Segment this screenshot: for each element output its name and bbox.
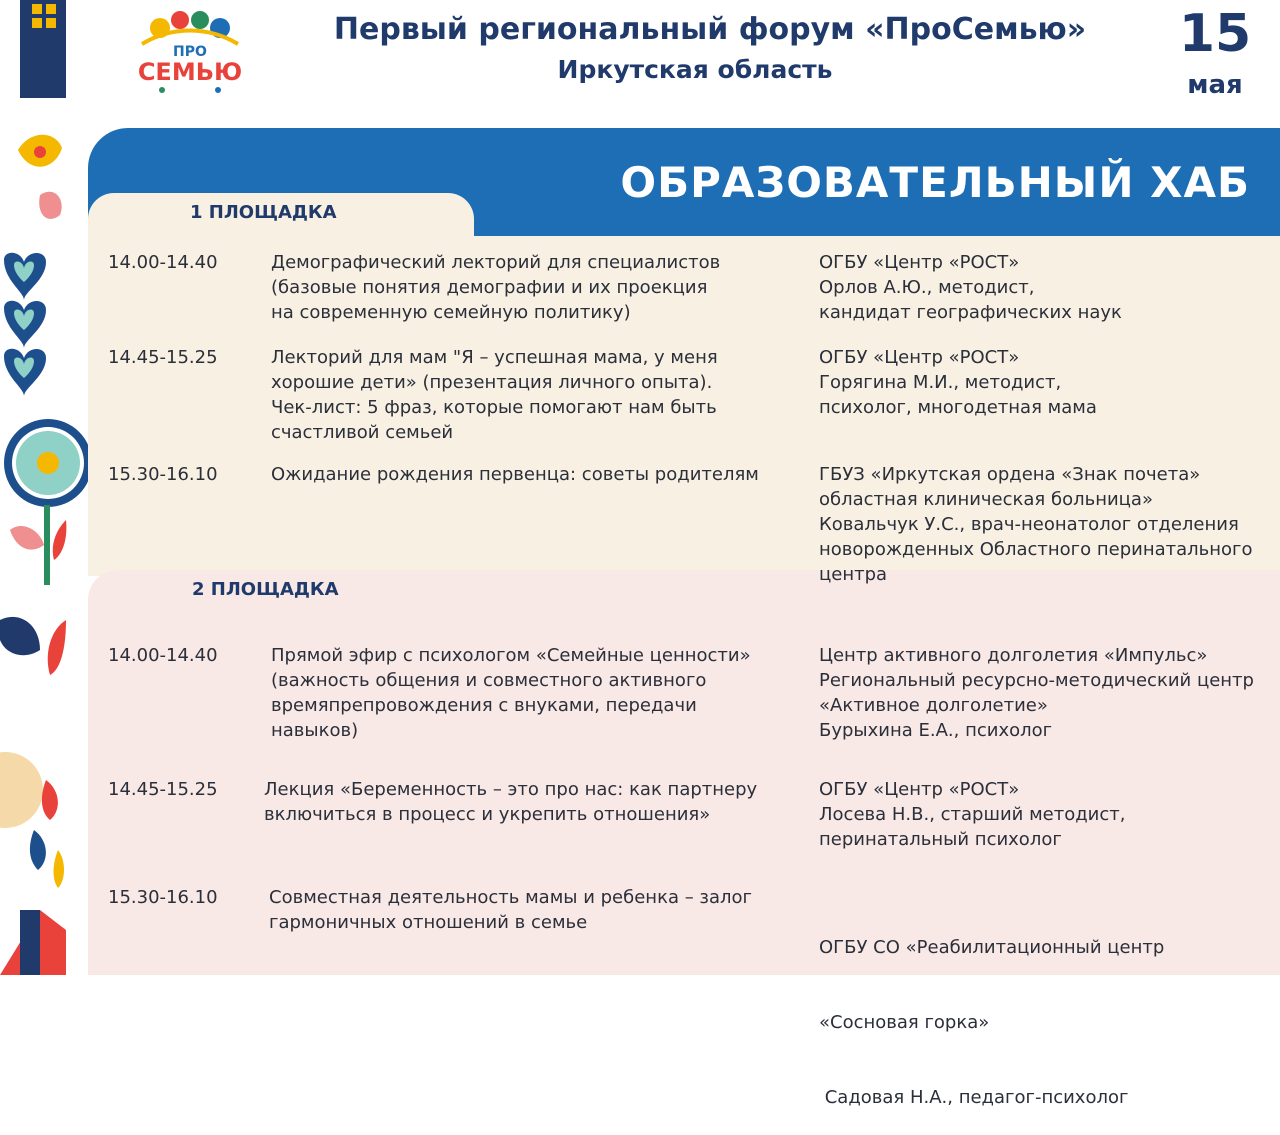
speaker-line: Садовая Н.А., педагог-психолог [819, 1087, 1129, 1108]
speaker-line: центра [819, 564, 888, 585]
event-line: (базовые понятия демографии и их проекция [271, 277, 708, 298]
speaker-line: Горягина М.И., методист, [819, 372, 1062, 393]
speaker-line: «Активное долголетие» [819, 695, 1048, 716]
forum-region: Иркутская область [557, 55, 833, 84]
speaker-line: перинатальный психолог [819, 829, 1062, 850]
event-line: включиться в процесс и укрепить отношения» [264, 804, 711, 825]
speaker-line: Центр активного долголетия «Импульс» [819, 645, 1208, 666]
date-day: 15 [1178, 4, 1252, 64]
schedule-time: 14.45-15.25 [108, 347, 218, 368]
event-line: времяпрепровождения с внуками, передачи [271, 695, 697, 716]
schedule-event [269, 885, 752, 935]
decorative-ornament-strip [0, 0, 70, 975]
speaker-line: областная клиническая больница» [819, 489, 1153, 510]
ornament-illustration [0, 0, 70, 975]
event-line: (важность общения и совместного активного [271, 670, 707, 691]
schedule-event [271, 250, 720, 325]
event-line: Лекция «Беременность – это про нас: как партнеру [264, 779, 758, 800]
schedule-event [271, 462, 759, 487]
date-month: мая [1187, 70, 1243, 100]
forum-title: Первый региональный форум «ПроСемью» [333, 12, 1087, 47]
speaker-line: Региональный ресурсно-методический центр [819, 670, 1254, 691]
schedule-event [264, 777, 757, 827]
speaker-line: Лосева Н.В., старший методист, [819, 804, 1126, 825]
event-line: Лекторий для мам "Я – успешная мама, у меня [271, 347, 718, 368]
schedule-time: 14.45-15.25 [108, 779, 218, 800]
speaker-line: Ковальчук У.С., врач-неонатолог отделения [819, 514, 1239, 535]
schedule-time: 14.00-14.40 [108, 645, 218, 666]
schedule-event [271, 643, 751, 743]
speaker-line: Бурыхина Е.А., психолог [819, 720, 1053, 741]
schedule-speaker [819, 885, 1164, 1135]
event-line: счастливой семьей [271, 422, 454, 443]
speaker-line: ОГБУ «Центр «РОСТ» [819, 347, 1020, 368]
speaker-line: ОГБУ «Центр «РОСТ» [819, 779, 1020, 800]
forum-logo [132, 6, 248, 98]
speaker-line: новорожденных Областного перинатального [819, 539, 1253, 560]
schedule-speaker [819, 250, 1122, 325]
event-line: Демографический лекторий для специалистов [271, 252, 721, 273]
schedule-time: 15.30-16.10 [108, 887, 218, 908]
speaker-line: «Сосновая горка» [819, 1012, 990, 1033]
schedule-time: 15.30-16.10 [108, 464, 218, 485]
speaker-line: психолог, многодетная мама [819, 397, 1097, 418]
venue1-label: 1 ПЛОЩАДКА [190, 202, 337, 223]
speaker-line: ГБУЗ «Иркутская ордена «Знак почета» [819, 464, 1201, 485]
event-line: Совместная деятельность мамы и ребенка – залог [269, 887, 752, 908]
logo-text-bottom: СЕМЬЮ [137, 58, 243, 86]
venue2-label: 2 ПЛОЩАДКА [192, 579, 339, 600]
event-line: Ожидание рождения первенца: советы родителям [271, 464, 759, 485]
speaker-line: Орлов А.Ю., методист, [819, 277, 1035, 298]
hub-title: ОБРАЗОВАТЕЛЬНЫЙ ХАБ [620, 158, 1250, 207]
event-line: Прямой эфир с психологом «Семейные ценности» [271, 645, 751, 666]
event-line: навыков) [271, 720, 359, 741]
event-line: хорошие дети» (презентация личного опыта). [271, 372, 713, 393]
speaker-line: кандидат географических наук [819, 302, 1122, 323]
speaker-line: ОГБУ СО «Реабилитационный центр [819, 937, 1165, 958]
schedule-speaker [819, 777, 1125, 852]
speaker-line: ОГБУ «Центр «РОСТ» [819, 252, 1020, 273]
event-line: гармоничных отношений в семье [269, 912, 588, 933]
schedule-event [271, 345, 718, 445]
schedule-time: 14.00-14.40 [108, 252, 218, 273]
schedule-speaker [819, 462, 1253, 587]
schedule-speaker [819, 345, 1097, 420]
event-line: на современную семейную политику) [271, 302, 631, 323]
logo-text-top: ПРО [173, 44, 207, 60]
event-line: Чек-лист: 5 фраз, которые помогают нам быть [271, 397, 717, 418]
schedule-speaker [819, 643, 1254, 743]
